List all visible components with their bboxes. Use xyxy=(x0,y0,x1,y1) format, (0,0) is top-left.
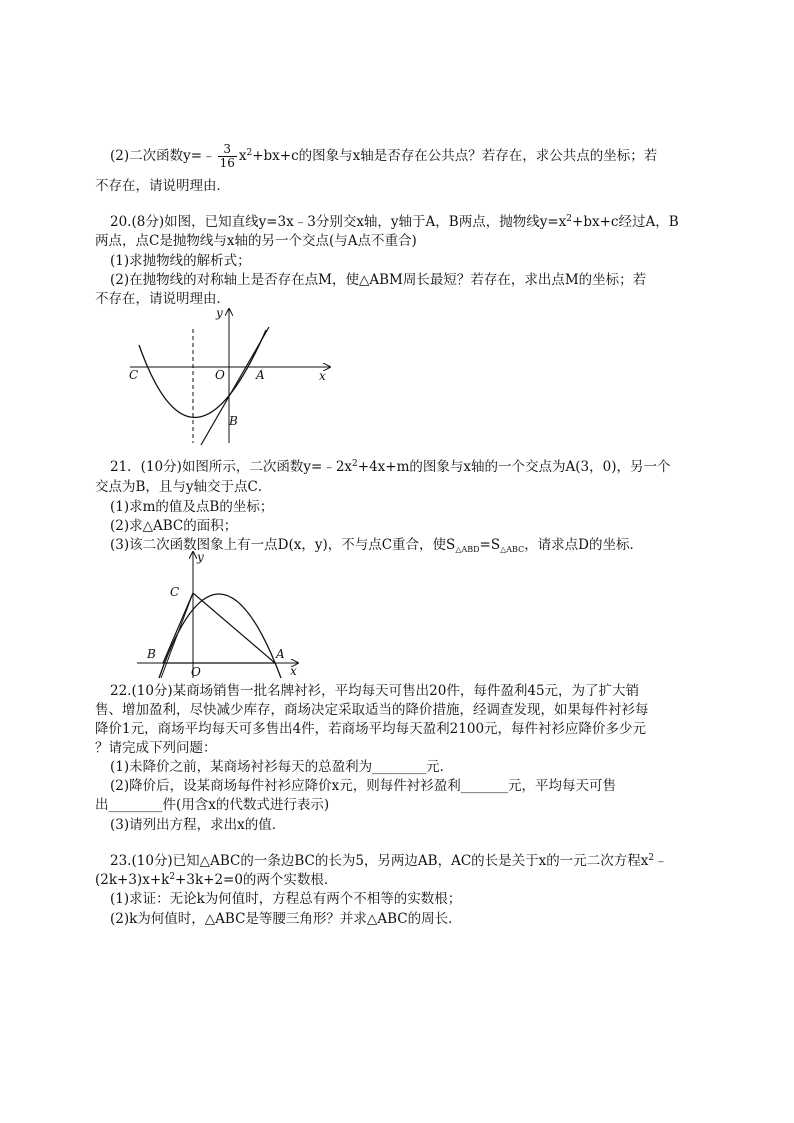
label-x: x xyxy=(319,369,326,383)
q21-graph xyxy=(135,550,310,680)
label-c: C xyxy=(129,368,139,382)
label-o: O xyxy=(191,665,201,679)
q19-part2-line1: (2)二次函数y=﹣ $\frac{3}{16}$ $x^2+bx+c$的图象与x轴是否存在公共点？若存在，求公共点的坐标；若 xyxy=(110,142,658,170)
q22-stem-line1: 22.(10分)某商场销售一批名牌衬衫，平均每天可售出20件，每件盈利45元，为了扩大销 xyxy=(110,683,640,699)
q21-part2: (2)求△ABC的面积； xyxy=(110,518,238,534)
label-a: A xyxy=(256,368,265,382)
q23-part2: (2)k为何值时，△ABC是等腰三角形？并求△ABC的周长． xyxy=(110,911,462,927)
q23-stem-line2: $(2k+3)x+k^2+3k+2=0$的两个实数根． xyxy=(95,872,338,888)
q22-stem-line3: 降价1元，商场平均每天可多售出4件，若商场平均每天盈利2100元，每件衬衫应降价多少元 xyxy=(95,721,647,737)
q21-stem-line1: 21．(10分)如图所示，二次函数$y=﹣2x^2+4x+m$的图象与x轴的一个交点为A(3，0)，另一个 xyxy=(110,459,671,475)
label-c: C xyxy=(170,585,180,599)
q21-part1: (1)求m的值及点B的坐标； xyxy=(110,499,274,515)
q20-stem-line2: 两点，点C是抛物线与x轴的另一个交点(与A点不重合) xyxy=(95,233,417,249)
q23-stem-line1: 23.(10分)已知△ABC的一条边BC的长为5，另两边AB，AC的长是关于x的一元二次方程$x^2﹣$ xyxy=(110,853,668,869)
q22-part1: (1)未降价之前，某商场衬衫每天的总盈利为________元． xyxy=(110,759,454,775)
q21-stem-line2: 交点为B，且与y轴交于点C． xyxy=(95,479,272,495)
label-y: y xyxy=(216,306,223,320)
q23-part1: (1)求证：无论k为何值时，方程总有两个不相等的实数根； xyxy=(110,891,462,907)
label-a: A xyxy=(276,647,285,661)
q21-part3: (3)该二次函数图象上有一点D(x，y)，不与点C重合，使$S_{\triangle ABD}=S_{\triangle ABC}$，请求点D的坐标． xyxy=(110,537,644,554)
q22-part2-cont: 出________件(用含x的代数式进行表示) xyxy=(95,797,330,813)
label-y: y xyxy=(197,550,204,564)
parabola xyxy=(139,330,266,417)
label-b: B xyxy=(229,414,238,428)
label-o: O xyxy=(215,368,225,382)
q22-stem-line2: 售、增加盈利，尽快减少库存，商场决定采取适当的降价措施，经调查发现，如果每件衬衫每 xyxy=(95,702,649,718)
q22-part2: (2)降价后，设某商场每件衬衫应降价x元，则每件衬衫盈利_______元，平均每天可售 xyxy=(110,778,616,794)
q20-part1: (1)求抛物线的解析式； xyxy=(110,253,251,269)
q22-part3: (3)请列出方程，求出x的值． xyxy=(110,817,286,833)
label-x: x xyxy=(290,664,297,678)
q20-part2: (2)在抛物线的对称轴上是否存在点M，使△ABM周长最短？若存在，求出点M的坐标；若 xyxy=(110,272,647,288)
q20-stem-line1: 20.(8分)如图，已知直线y=3x﹣3分别交x轴，y轴于A，B两点，抛物线$y=x^2+bx+c$经过A，B xyxy=(110,214,679,230)
label-b: B xyxy=(147,647,156,661)
q20-part2-cont: 不存在，请说明理由． xyxy=(95,291,230,307)
fraction: $\frac{3}{16}$ xyxy=(219,142,235,170)
tangent-line xyxy=(161,593,193,678)
q19-part2-line2: 不存在，请说明理由． xyxy=(95,178,230,194)
q20-graph xyxy=(125,305,340,445)
q22-stem-line4: ？请完成下列问题： xyxy=(95,740,217,756)
